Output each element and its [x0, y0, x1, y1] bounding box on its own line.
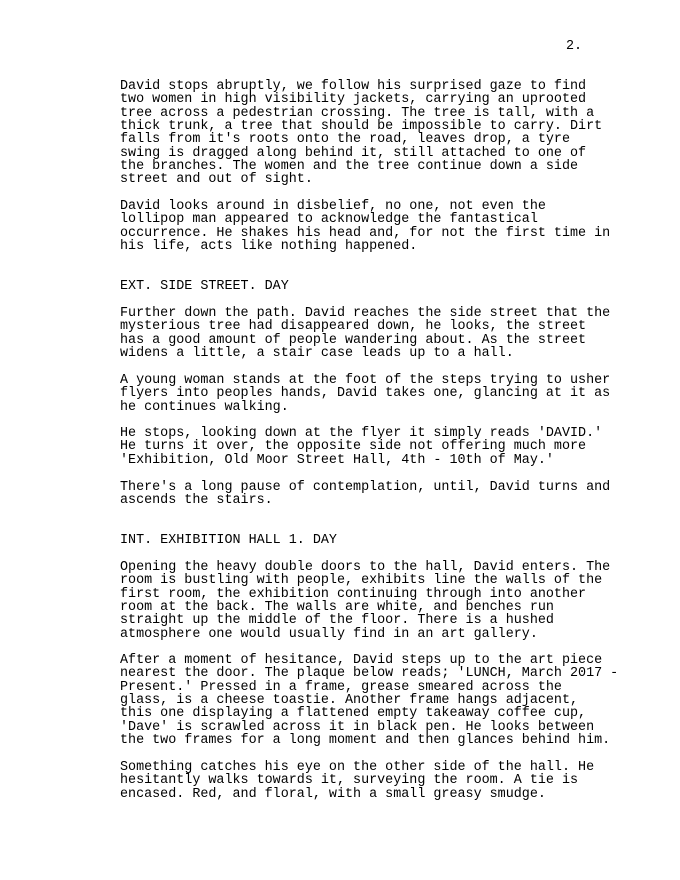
action-young-woman-flyers: A young woman stands at the foot of the steps trying to usher flyers into peoples hands, David takes one, glancing at it as he continues walking. — [120, 373, 611, 415]
page-number: 2. — [566, 39, 583, 54]
action-flyer-reads: He stops, looking down at the flyer it simply reads 'DAVID.' He turns it over, the opposite side not offering much more 'Exhibition, Old Moor Street Hall, 4th - 10th of May.' — [120, 426, 603, 468]
action-disbelief: David looks around in disbelief, no one, not even the lollipop man appeared to acknowledge the fantastical occurrence. He shakes his head and, for not the first time in his life, acts like nothing happened. — [120, 199, 611, 255]
action-tree-crossing: David stops abruptly, we follow his surprised gaze to find two women in high visibility jackets, carrying an uprooted tree across a pedestrian crossing. The tree is tall, with a thick trunk, a tree that should be impossible to carry. Dirt falls from it's roots onto the road, leaves drop, a tyre swing is dragged along behind it, still attached to one of the branches. The women and the tree continue down a side street and out of sight. — [120, 79, 603, 188]
scene-heading-exhibition: INT. EXHIBITION HALL 1. DAY — [120, 533, 337, 548]
scene-heading-side-street: EXT. SIDE STREET. DAY — [120, 279, 289, 294]
action-lunch-exhibit: After a moment of hesitance, David steps up to the art piece nearest the door. The plaque below reads; 'LUNCH, March 2017 - Present.' Pressed in a frame, grease smeared across the glass, is a cheese toastie. Another frame hangs adjacent, this one displaying a flattened empty takeaway coffee cup, 'Dave' is scrawled across it in black pen. He looks between the two frames for a long moment and then glances behind him. — [120, 653, 619, 749]
action-enters-hall: Opening the heavy double doors to the hall, David enters. The room is bustling with people, exhibits line the walls of the first room, the exhibition continuing through into another room at the back. The walls are white, and benches run straight up the middle of the floor. There is a hushed atmosphere one would usually find in an art gallery. — [120, 560, 611, 642]
action-side-street: Further down the path. David reaches the side street that the mysterious tree had disappeared down, he looks, the street has a good amount of people wandering about. As the street widens a little, a stair case leads up to a hall. — [120, 306, 611, 362]
action-tie-encased: Something catches his eye on the other side of the hall. He hesitantly walks towards it, surveying the room. A tie is encased. Red, and floral, with a small greasy smudge. — [120, 760, 595, 802]
action-ascends-stairs: There's a long pause of contemplation, until, David turns and ascends the stairs. — [120, 480, 611, 509]
